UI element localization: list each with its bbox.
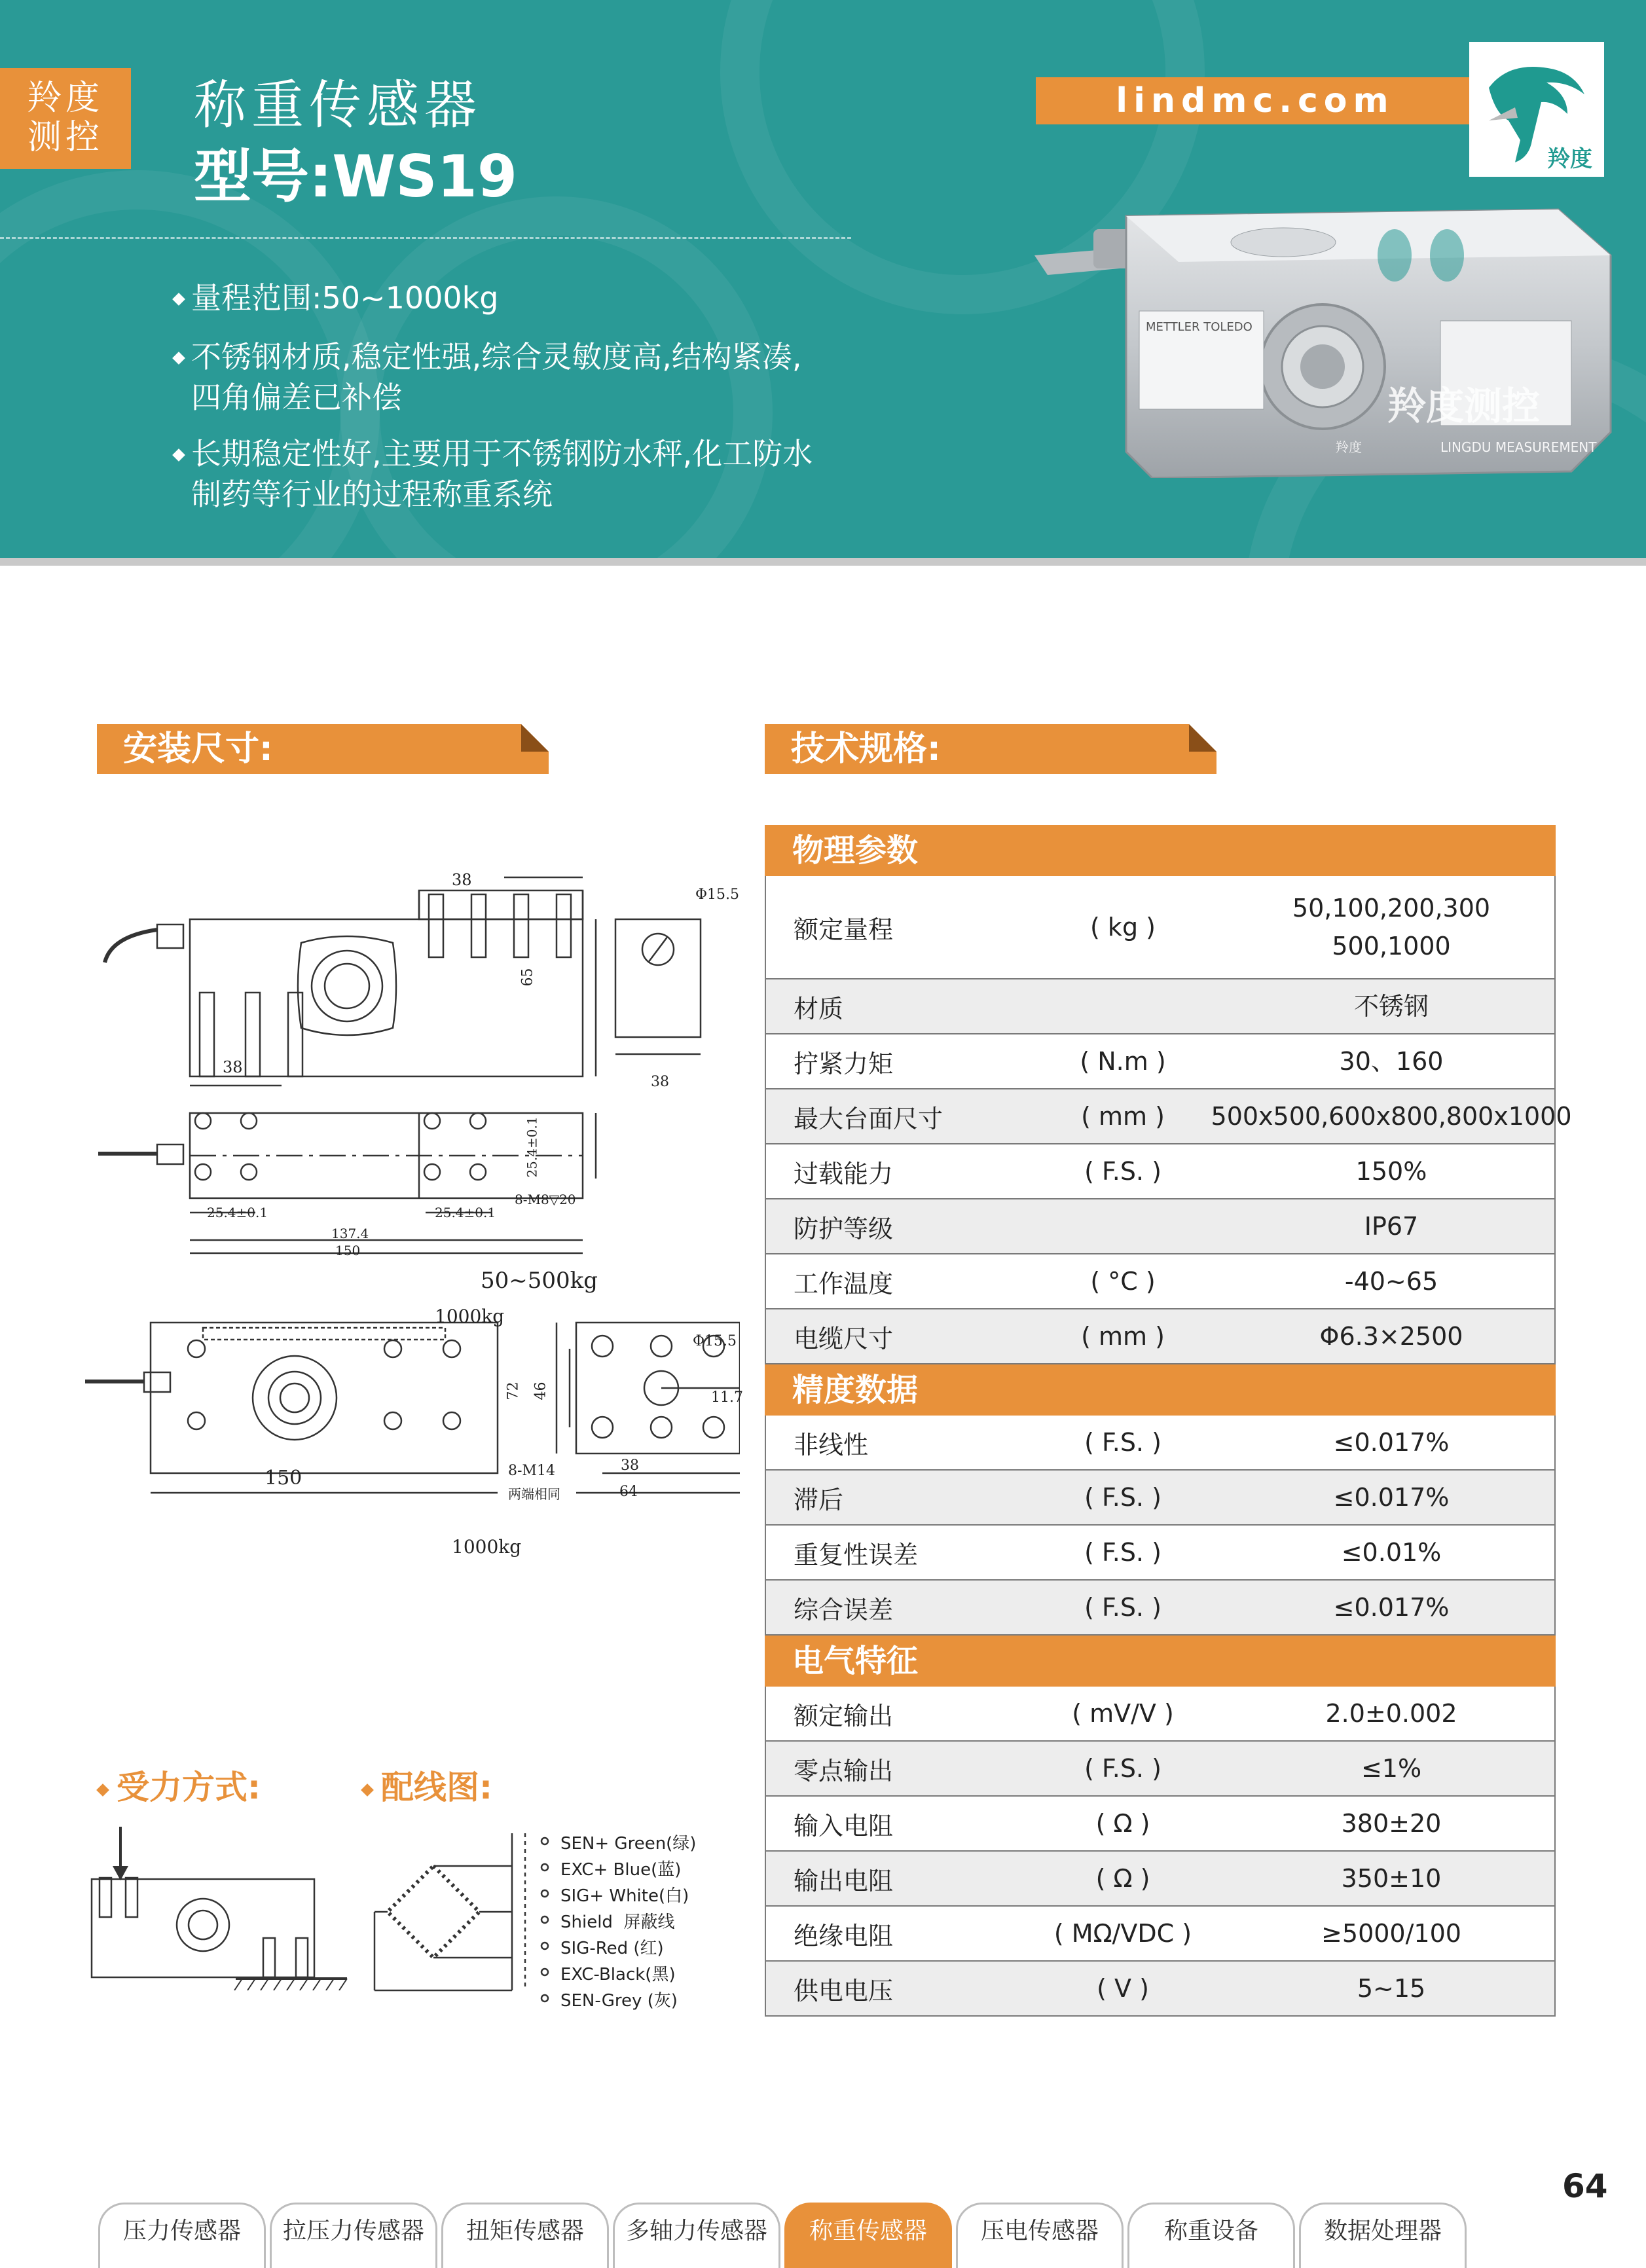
brand-badge	[0, 68, 131, 169]
wiring-bridge-diagram	[368, 1827, 558, 2003]
wire-sen-plus: SEN+ Green(绿)	[560, 1834, 697, 1854]
wiring-legend	[560, 1831, 696, 2014]
tab-category[interactable]: 称重传感器	[784, 2203, 952, 2268]
spec-name: 滞后	[794, 1485, 844, 1514]
spec-value-line: 50,100,200,300	[1292, 894, 1491, 923]
spec-row	[765, 1144, 1556, 1199]
feature-item	[191, 433, 879, 515]
spec-row	[765, 979, 1556, 1034]
spec-value	[1237, 1526, 1545, 1579]
tab-category[interactable]: 数据处理器	[1299, 2203, 1467, 2268]
spec-unit: ( V )	[1097, 1974, 1149, 2003]
banner-divider	[0, 558, 1646, 566]
spec-unit: ( F.S. )	[1084, 1428, 1161, 1457]
spec-value-line: ≤0.017%	[1333, 1593, 1450, 1622]
spec-value-line: 500x500,600x800,800x1000	[1211, 1102, 1572, 1131]
spec-value	[1237, 1254, 1545, 1308]
spec-row	[765, 1416, 1556, 1471]
range-label: 1000kg	[452, 1536, 522, 1558]
wire-sig-minus: SIG-Red (红)	[560, 1939, 664, 1958]
logo-text: 羚度	[1548, 146, 1592, 172]
spec-row	[765, 1309, 1556, 1364]
dim-label: 65	[519, 968, 536, 987]
spec-row	[765, 1742, 1556, 1797]
dim-label: 25.4±0.1	[524, 1116, 540, 1178]
brand-line1: 羚度	[27, 79, 103, 118]
spec-value	[1237, 1687, 1545, 1740]
install-dimensions-header	[97, 724, 549, 774]
dim-label: 150	[335, 1243, 361, 1258]
spec-value	[1237, 979, 1545, 1033]
dim-label: 46	[532, 1381, 549, 1400]
force-diagram	[85, 1820, 360, 1990]
wire-sig-plus: SIG+ White(白)	[560, 1886, 689, 1906]
spec-value	[1237, 1742, 1545, 1795]
spec-unit: ( kg )	[1090, 913, 1156, 942]
spec-row	[765, 1199, 1556, 1254]
feature-item	[191, 337, 879, 418]
spec-value-line: 不锈钢	[1353, 992, 1429, 1021]
spec-row	[765, 1852, 1556, 1907]
brand-line2: 测控	[27, 118, 103, 157]
feature-text: 四角偏差已补偿	[191, 380, 402, 415]
dim-label: 38	[621, 1457, 639, 1474]
tab-category[interactable]: 扭矩传感器	[441, 2203, 609, 2268]
spec-value-line: ≤0.01%	[1341, 1538, 1442, 1567]
spec-row	[765, 1034, 1556, 1089]
spec-name: 工作温度	[794, 1269, 894, 1298]
spec-group-header: 物理参数	[765, 825, 1556, 876]
dim-label: 150	[265, 1467, 302, 1490]
spec-value-line: Φ6.3×2500	[1319, 1322, 1463, 1351]
diamond-icon	[96, 1783, 109, 1797]
spec-unit: ( mm )	[1081, 1322, 1165, 1351]
spec-unit: ( °C )	[1090, 1267, 1156, 1296]
tab-category[interactable]: 压电传感器	[956, 2203, 1124, 2268]
spec-row	[765, 1254, 1556, 1309]
spec-name: 电缆尺寸	[794, 1324, 894, 1353]
tab-category[interactable]: 拉压力传感器	[270, 2203, 437, 2268]
spec-value-line: 2.0±0.002	[1325, 1699, 1457, 1728]
spec-row	[765, 876, 1556, 979]
spec-name: 过载能力	[794, 1159, 894, 1188]
diamond-icon	[361, 1783, 374, 1797]
page-title: 称重传感器	[194, 75, 482, 136]
spec-value-line: 150%	[1355, 1157, 1427, 1186]
company-logo	[1469, 42, 1604, 177]
photo-watermark: 羚度测控	[1388, 384, 1541, 428]
spec-value	[1237, 1962, 1545, 2015]
spec-row	[765, 1526, 1556, 1581]
spec-name: 防护等级	[794, 1214, 894, 1243]
dim-label: 38	[452, 871, 472, 889]
spec-name: 绝缘电阻	[794, 1921, 894, 1950]
dim-label: 64	[619, 1484, 638, 1500]
tab-category[interactable]: 多轴力传感器	[613, 2203, 780, 2268]
photo-watermark-small: 羚度	[1336, 439, 1362, 455]
spec-value-line: 5~15	[1357, 1974, 1426, 2003]
wire-shield: Shield 屏蔽线	[560, 1912, 675, 1932]
spec-unit: ( F.S. )	[1084, 1157, 1161, 1186]
spec-row	[765, 1471, 1556, 1526]
website-url[interactable]: lindmc.com	[1036, 77, 1474, 124]
spec-unit	[1015, 979, 1231, 1033]
wiring-diagram-title: 配线图:	[363, 1761, 492, 1808]
spec-unit: ( F.S. )	[1084, 1754, 1161, 1783]
spec-value	[1237, 876, 1545, 978]
header-dashed-line	[0, 237, 851, 239]
spec-unit: ( F.S. )	[1084, 1483, 1161, 1512]
spec-value-line: -40~65	[1344, 1267, 1438, 1296]
range-label: 50~500kg	[481, 1268, 598, 1294]
spec-row	[765, 1581, 1556, 1636]
spec-row	[765, 1687, 1556, 1742]
dim-label: 11.7	[711, 1389, 743, 1406]
force-method-title: 受力方式:	[98, 1761, 261, 1808]
dim-label: 两端相同	[508, 1486, 560, 1502]
spec-value	[1237, 1034, 1545, 1088]
section-title: 安装尺寸:	[123, 729, 273, 769]
spec-name: 额定输出	[794, 1701, 894, 1730]
spec-value-line: ≤0.017%	[1333, 1428, 1450, 1457]
spec-name: 拧紧力矩	[794, 1049, 894, 1078]
spec-row	[765, 1089, 1572, 1144]
spec-value	[1237, 1852, 1545, 1905]
spec-value	[1237, 1199, 1545, 1253]
spec-unit: ( F.S. )	[1084, 1538, 1161, 1567]
wire-sen-minus: SEN-Grey (灰)	[560, 1991, 678, 2011]
spec-unit: ( N.m )	[1080, 1047, 1166, 1076]
feature-text: 长期稳定性好,主要用于不锈钢防水秤,化工防水	[191, 436, 813, 471]
spec-value-line: 380±20	[1341, 1809, 1442, 1838]
wire-exc-minus: EXC-Black(黑)	[560, 1965, 676, 1985]
spec-value	[1237, 1309, 1545, 1363]
dim-label: 8-M8▽20	[515, 1192, 576, 1207]
photo-label-brand: METTLER TOLEDO	[1146, 320, 1253, 334]
spec-name: 供电电压	[794, 1976, 894, 2005]
spec-value	[1237, 1144, 1545, 1198]
spec-name: 重复性误差	[794, 1540, 919, 1569]
spec-unit: ( Ω )	[1095, 1809, 1150, 1838]
dim-label: 25.4±0.1	[207, 1205, 268, 1220]
photo-watermark-en: LINGDU MEASUREMENT	[1440, 439, 1597, 455]
model-number: 型号:WS19	[194, 143, 518, 210]
spec-value-line: 350±10	[1341, 1864, 1442, 1893]
product-photo	[1021, 196, 1624, 478]
spec-name: 额定量程	[794, 915, 894, 944]
spec-name: 输入电阻	[794, 1811, 894, 1840]
page-number: 64	[1562, 2167, 1608, 2205]
range-label: 1000kg	[435, 1306, 505, 1327]
antelope-logo-icon	[1469, 42, 1604, 177]
wire-exc-plus: EXC+ Blue(蓝)	[560, 1860, 682, 1880]
spec-unit: ( MΩ/VDC )	[1053, 1919, 1192, 1948]
spec-value-line: ≤1%	[1361, 1754, 1422, 1783]
tab-category[interactable]: 称重设备	[1127, 2203, 1295, 2268]
spec-group-header: 精度数据	[765, 1364, 1556, 1416]
spec-value-line: 500,1000	[1332, 932, 1451, 960]
spec-name: 综合误差	[794, 1595, 894, 1624]
spec-unit: ( F.S. )	[1084, 1593, 1161, 1622]
spec-value-line: 30、160	[1339, 1047, 1444, 1076]
dim-label: Φ15.5	[695, 887, 740, 903]
spec-unit	[1015, 1199, 1231, 1253]
dim-label: 72	[505, 1381, 522, 1400]
section-title: 技术规格:	[791, 729, 941, 769]
dim-label: 8-M14	[508, 1463, 555, 1479]
spec-value	[1237, 1581, 1545, 1634]
tech-spec-header	[765, 724, 1216, 774]
spec-name: 最大台面尺寸	[794, 1104, 943, 1133]
spec-name: 材质	[794, 994, 844, 1023]
dim-label: 25.4±0.1	[435, 1205, 496, 1220]
feature-text: 量程范围:50~1000kg	[191, 280, 499, 316]
spec-value	[1237, 1797, 1545, 1850]
spec-unit: ( mV/V )	[1072, 1699, 1174, 1728]
install-drawing	[85, 864, 740, 1591]
spec-unit: ( Ω )	[1095, 1864, 1150, 1893]
spec-name: 非线性	[794, 1430, 869, 1459]
spec-row	[765, 1907, 1556, 1962]
spec-group-header: 电气特征	[765, 1636, 1556, 1687]
dim-label: 38	[651, 1074, 669, 1090]
dim-label: 137.4	[331, 1226, 369, 1241]
spec-value-line: ≤0.017%	[1333, 1483, 1450, 1512]
spec-unit: ( mm )	[1081, 1102, 1165, 1131]
spec-value	[1237, 1907, 1545, 1960]
dim-label: 38	[223, 1058, 243, 1076]
spec-name: 零点输出	[794, 1756, 894, 1785]
feature-text: 制药等行业的过程称重系统	[191, 477, 553, 512]
spec-value	[1211, 1089, 1572, 1143]
spec-value-line: IP67	[1364, 1212, 1419, 1241]
spec-row	[765, 1962, 1556, 2017]
spec-value-line: ≥5000/100	[1321, 1919, 1461, 1948]
spec-value	[1237, 1416, 1545, 1469]
spec-name: 输出电阻	[794, 1866, 894, 1895]
spec-value	[1237, 1471, 1545, 1524]
dim-label: Φ15.5	[693, 1333, 737, 1349]
spec-row	[765, 1797, 1556, 1852]
spec-table	[765, 825, 1572, 2017]
tab-category[interactable]: 压力传感器	[98, 2203, 266, 2268]
feature-item	[191, 278, 879, 318]
feature-text: 不锈钢材质,稳定性强,综合灵敏度高,结构紧凑,	[191, 339, 802, 375]
